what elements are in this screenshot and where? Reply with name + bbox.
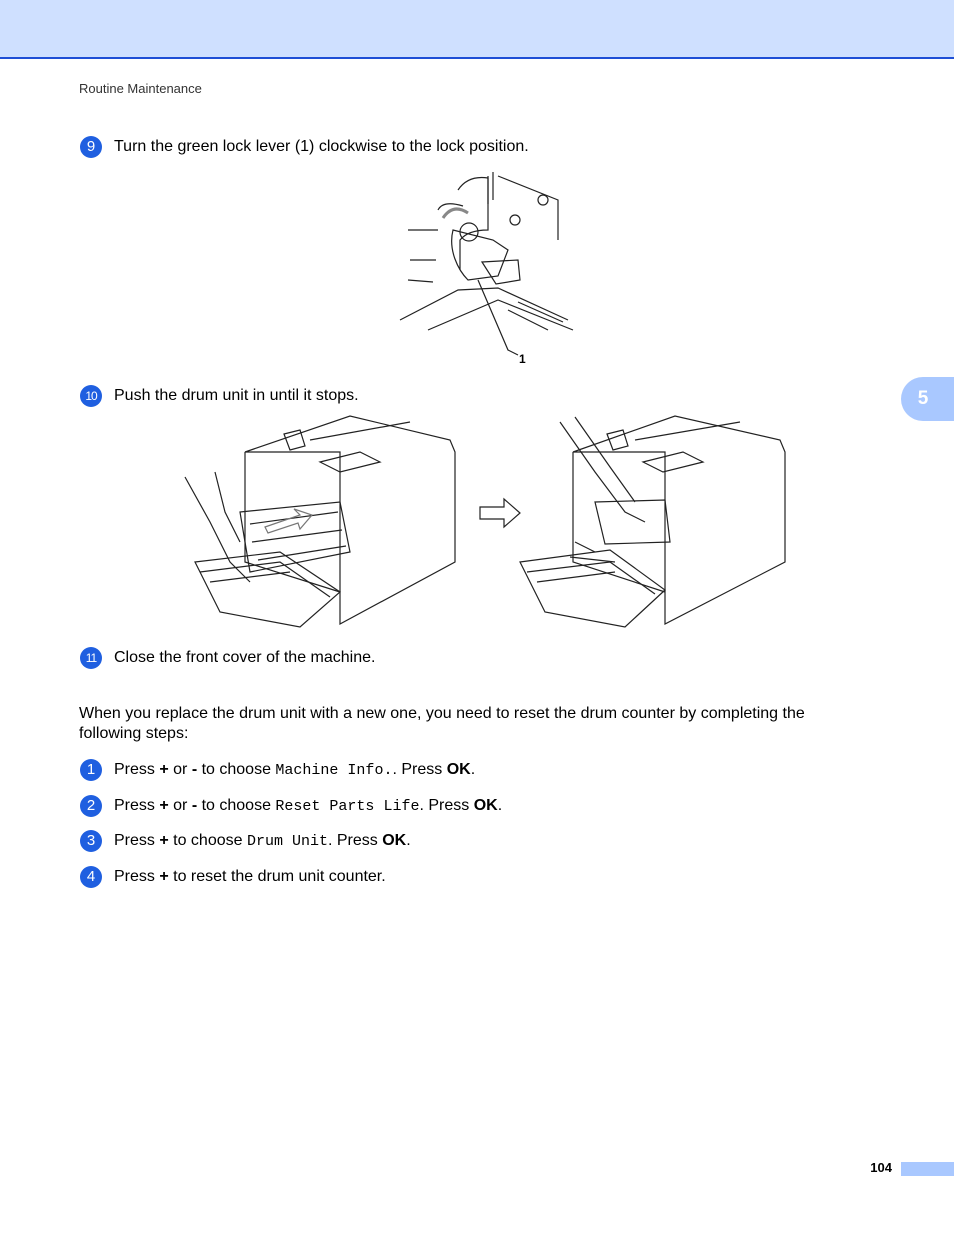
reset-step-3-number: 3 — [80, 830, 102, 852]
page-number: 104 — [870, 1160, 892, 1175]
reset-step-2-text: Press + or - to choose Reset Parts Life. Press OK. — [114, 797, 503, 815]
intro-paragraph: When you replace the drum unit with a new one, you need to reset the drum counter by completing the following steps: — [79, 705, 805, 742]
callout-label: 1 — [519, 352, 526, 366]
step-9-text: Turn the green lock lever (1) clockwise to the lock position. — [114, 138, 529, 155]
chapter-tab — [901, 377, 954, 421]
push-drum-after-illustration — [515, 412, 790, 634]
push-drum-before-illustration — [180, 412, 465, 634]
step-11-number: 11 — [80, 647, 102, 669]
step-10-text: Push the drum unit in until it stops. — [114, 387, 359, 404]
reset-step-3-text: Press + to choose Drum Unit. Press OK. — [114, 832, 411, 850]
step-9-number: 9 — [80, 136, 102, 158]
chapter-number: 5 — [917, 388, 929, 409]
reset-step-1-text: Press + or - to choose Machine Info.. Press OK. — [114, 761, 476, 779]
step-11-text: Close the front cover of the machine. — [114, 649, 376, 666]
reset-step-4-text: Press + to reset the drum unit counter. — [114, 868, 386, 885]
top-color-band — [0, 0, 954, 59]
running-header: Routine Maintenance — [79, 81, 202, 96]
page-number-bar — [901, 1162, 954, 1176]
reset-step-1-number: 1 — [80, 759, 102, 781]
step-10-number: 10 — [80, 385, 102, 407]
lock-lever-illustration — [398, 170, 576, 370]
reset-step-4-number: 4 — [80, 866, 102, 888]
reset-step-2-number: 2 — [80, 795, 102, 817]
